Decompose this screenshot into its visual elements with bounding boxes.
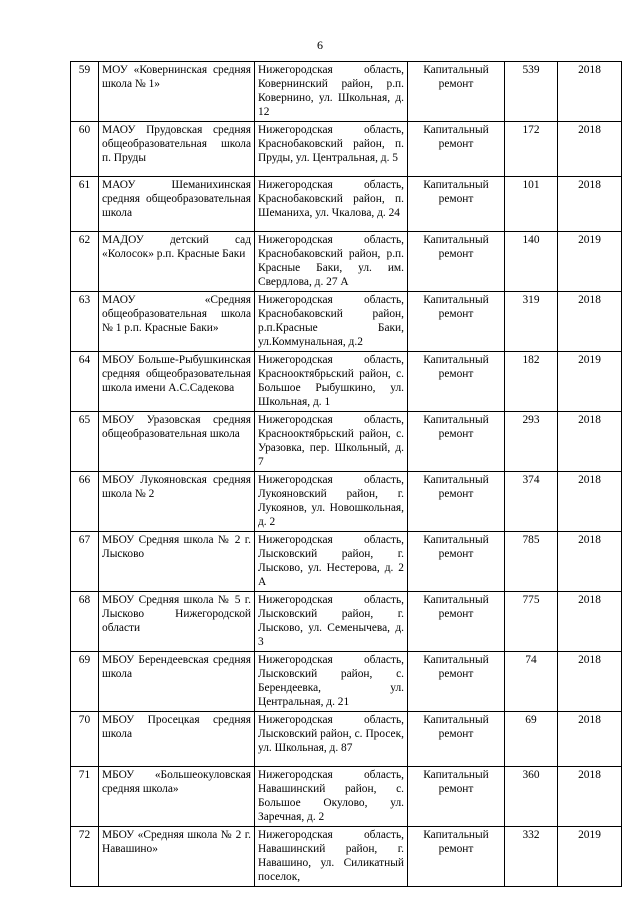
table-body (71, 62, 622, 887)
year-value: 2018 (558, 177, 622, 232)
work-type: Капитальный ремонт (408, 232, 505, 292)
area-value: 374 (505, 472, 558, 532)
area-value: 182 (505, 352, 558, 412)
institution-address: Нижегородская область, Краснобаковский район, п. Пруды, ул. Центральная, д. 5 (255, 122, 408, 177)
area-value: 101 (505, 177, 558, 232)
year-value: 2019 (558, 827, 622, 887)
year-value: 2019 (558, 232, 622, 292)
area-value: 69 (505, 712, 558, 767)
row-number: 62 (71, 232, 99, 292)
institution-name: МБОУ Просецкая средняя школа (99, 712, 255, 767)
year-value: 2018 (558, 652, 622, 712)
institution-name: МБОУ Средняя школа № 2 г. Лысково (99, 532, 255, 592)
year-value: 2019 (558, 352, 622, 412)
work-type: Капитальный ремонт (408, 292, 505, 352)
institution-name: МБОУ Берендеевская средняя школа (99, 652, 255, 712)
institution-address: Нижегородская область, Лысковский район, с. Берендеевка, ул. Центральная, д. 21 (255, 652, 408, 712)
work-type: Капитальный ремонт (408, 122, 505, 177)
institution-address: Нижегородская область, Краснобаковский район, р.п.Красные Баки, ул.Коммунальная, д.2 (255, 292, 408, 352)
work-type: Капитальный ремонт (408, 177, 505, 232)
year-value: 2018 (558, 122, 622, 177)
year-value: 2018 (558, 472, 622, 532)
institution-name: МБОУ «Большеокуловская средняя школа» (99, 767, 255, 827)
area-value: 332 (505, 827, 558, 887)
year-value: 2018 (558, 532, 622, 592)
year-value: 2018 (558, 62, 622, 122)
year-value: 2018 (558, 292, 622, 352)
institution-name: МБОУ Больше-Рыбушкинская средняя общеобразовательная школа имени А.С.Садекова (99, 352, 255, 412)
work-type: Капитальный ремонт (408, 652, 505, 712)
institution-name: МАОУ Шеманихинская средняя общеобразовательная школа (99, 177, 255, 232)
table-row (71, 352, 622, 412)
row-number: 67 (71, 532, 99, 592)
area-value: 785 (505, 532, 558, 592)
work-type: Капитальный ремонт (408, 412, 505, 472)
institution-address: Нижегородская область, Лысковский район, г. Лысково, ул. Нестерова, д. 2 А (255, 532, 408, 592)
institution-name: МОУ «Ковернинская средняя школа № 1» (99, 62, 255, 122)
table-row (71, 177, 622, 232)
institution-address: Нижегородская область, Ковернинский район, р.п. Ковернино, ул. Школьная, д. 12 (255, 62, 408, 122)
table-row (71, 232, 622, 292)
work-type: Капитальный ремонт (408, 532, 505, 592)
institution-name: МАДОУ детский сад «Колосок» р.п. Красные Баки (99, 232, 255, 292)
work-type: Капитальный ремонт (408, 352, 505, 412)
work-type: Капитальный ремонт (408, 62, 505, 122)
institution-address: Нижегородская область, Краснооктябрьский район, с. Уразовка, пер. Школьный, д. 7 (255, 412, 408, 472)
area-value: 539 (505, 62, 558, 122)
work-type: Капитальный ремонт (408, 767, 505, 827)
work-type: Капитальный ремонт (408, 592, 505, 652)
institution-address: Нижегородская область, Краснобаковский район, п. Шеманиха, ул. Чкалова, д. 24 (255, 177, 408, 232)
table-row (71, 592, 622, 652)
table-row (71, 827, 622, 887)
year-value: 2018 (558, 592, 622, 652)
institution-name: МБОУ Уразовская средняя общеобразовательная школа (99, 412, 255, 472)
institution-address: Нижегородская область, Лукояновский район, г. Лукоянов, ул. Новошкольная, д. 2 (255, 472, 408, 532)
work-type: Капитальный ремонт (408, 472, 505, 532)
table-row (71, 652, 622, 712)
area-value: 293 (505, 412, 558, 472)
row-number: 60 (71, 122, 99, 177)
table-row (71, 472, 622, 532)
institution-name: МБОУ Средняя школа № 5 г. Лысково Нижегородской области (99, 592, 255, 652)
table-row (71, 122, 622, 177)
row-number: 71 (71, 767, 99, 827)
area-value: 74 (505, 652, 558, 712)
table-row (71, 412, 622, 472)
row-number: 72 (71, 827, 99, 887)
table-row (71, 712, 622, 767)
year-value: 2018 (558, 412, 622, 472)
row-number: 63 (71, 292, 99, 352)
institution-name: МАОУ «Средняя общеобразовательная школа № 1 р.п. Красные Баки» (99, 292, 255, 352)
year-value: 2018 (558, 712, 622, 767)
year-value: 2018 (558, 767, 622, 827)
row-number: 70 (71, 712, 99, 767)
institution-name: МАОУ Прудовская средняя общеобразовательная школа п. Пруды (99, 122, 255, 177)
table-row (71, 292, 622, 352)
area-value: 360 (505, 767, 558, 827)
row-number: 65 (71, 412, 99, 472)
area-value: 140 (505, 232, 558, 292)
row-number: 69 (71, 652, 99, 712)
row-number: 68 (71, 592, 99, 652)
row-number: 61 (71, 177, 99, 232)
institution-address: Нижегородская область, Краснооктябрьский район, с. Большое Рыбушкино, ул. Школьная, д. 1 (255, 352, 408, 412)
institution-address: Нижегородская область, Лысковский район, г. Лысково, ул. Семенычева, д. 3 (255, 592, 408, 652)
page-number: 6 (317, 38, 323, 52)
area-value: 172 (505, 122, 558, 177)
table-row (71, 767, 622, 827)
institution-address: Нижегородская область, Навашинский район, г. Навашино, ул. Силикатный поселок, (255, 827, 408, 887)
institution-name: МБОУ «Средняя школа № 2 г. Навашино» (99, 827, 255, 887)
table-row (71, 532, 622, 592)
row-number: 66 (71, 472, 99, 532)
institution-address: Нижегородская область, Лысковский район, с. Просек, ул. Школьная, д. 87 (255, 712, 408, 767)
institution-name: МБОУ Лукояновская средняя школа № 2 (99, 472, 255, 532)
area-value: 319 (505, 292, 558, 352)
work-type: Капитальный ремонт (408, 827, 505, 887)
registry-table (70, 61, 622, 887)
table-row (71, 62, 622, 122)
area-value: 775 (505, 592, 558, 652)
row-number: 59 (71, 62, 99, 122)
row-number: 64 (71, 352, 99, 412)
institution-address: Нижегородская область, Краснобаковский район, р.п. Красные Баки, ул. им. Свердлова, д. 27 А (255, 232, 408, 292)
work-type: Капитальный ремонт (408, 712, 505, 767)
institution-address: Нижегородская область, Навашинский район, с. Большое Окулово, ул. Заречная, д. 2 (255, 767, 408, 827)
